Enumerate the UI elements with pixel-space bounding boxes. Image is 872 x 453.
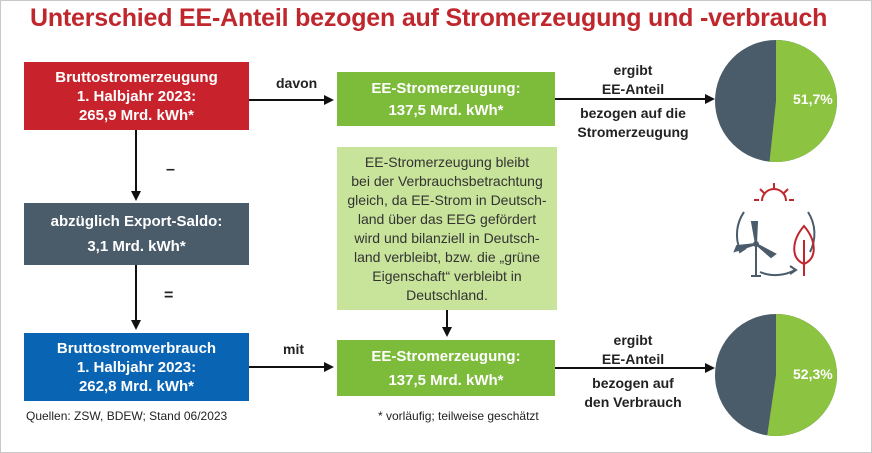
label-equals: =: [164, 287, 174, 304]
label-line: bezogen auf: [592, 375, 674, 391]
note-line: gleich, da EE-Strom in Deutsch-: [347, 191, 547, 208]
note-line: land über das EEG gefördert: [357, 210, 537, 227]
label-line: den Verbrauch: [584, 394, 682, 410]
sources-text: Quellen: ZSW, BDEW; Stand 06/2023: [26, 409, 228, 423]
note-line: Eigenschaft“ verbleibt in: [372, 267, 522, 284]
box-line: EE-Stromerzeugung:: [371, 347, 521, 365]
label-line: EE-Anteil: [601, 81, 665, 97]
wind-turbine-icon: [735, 222, 775, 276]
label-mit: mit: [283, 341, 304, 357]
box-line: Bruttostromerzeugung: [55, 68, 218, 86]
box-line: EE-Stromerzeugung:: [371, 79, 521, 97]
pie-value-verbrauch: 52,3%: [793, 366, 833, 382]
label-line: Stromerzeugung: [577, 124, 689, 140]
box-line: 265,9 Mrd. kWh*: [78, 106, 195, 124]
box-line: 137,5 Mrd. kWh*: [388, 371, 504, 389]
note-line: EE-Stromerzeugung bleibt: [364, 153, 530, 170]
note-line: Deutschland.: [406, 286, 488, 303]
box-line: Bruttostromverbrauch: [56, 339, 217, 357]
label-line: ergibt: [613, 62, 653, 78]
box-line: 262,8 Mrd. kWh*: [78, 377, 195, 395]
label-line: ergibt: [613, 332, 653, 348]
box-line: abzüglich Export-Saldo:: [50, 213, 223, 230]
note-line: bei der Verbrauchsbetrachtung: [351, 172, 543, 189]
box-line: 1. Halbjahr 2023:: [76, 87, 197, 105]
label-minus: –: [166, 161, 175, 178]
label-davon: davon: [276, 75, 318, 91]
pie-value-erzeugung: 51,7%: [793, 91, 833, 107]
box-line: 137,5 Mrd. kWh*: [388, 101, 504, 119]
cycle-arrows-icon: [737, 212, 814, 275]
note-line: land verbleibt, bzw. die „grüne: [354, 248, 540, 265]
label-line: bezogen auf die: [580, 105, 686, 121]
label-line: EE-Anteil: [601, 351, 665, 367]
box-line: 3,1 Mrd. kWh*: [87, 238, 186, 255]
box-line: 1. Halbjahr 2023:: [76, 358, 197, 376]
page-title: Unterschied EE-Anteil bezogen auf Stromerzeugung und -verbrauch: [30, 4, 828, 32]
sun-icon: [754, 183, 794, 201]
footnote-text: * vorläufig; teilweise geschätzt: [378, 409, 539, 423]
note-line: wird und bilanziell in Deutsch-: [354, 229, 540, 246]
